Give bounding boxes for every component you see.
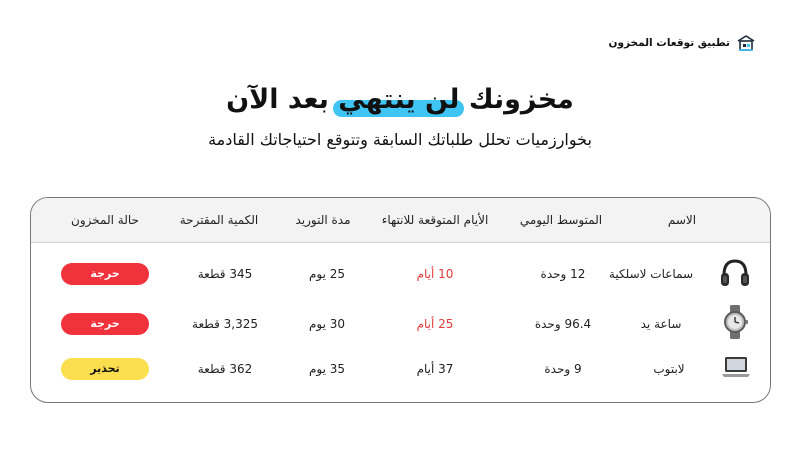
status-badge: تحذير bbox=[61, 358, 149, 380]
supply-period: 30 يوم bbox=[308, 317, 346, 331]
header-stock-status: حالة المخزون bbox=[71, 213, 139, 227]
hero-title bbox=[0, 80, 800, 120]
laptop-icon bbox=[721, 355, 751, 383]
brand-name: تطبيق توقعات المخزون bbox=[608, 37, 730, 49]
suggested-quantity: 3,325 قطعة bbox=[192, 317, 258, 331]
supply-period: 35 يوم bbox=[308, 362, 346, 376]
hero-title-end: بعد الآن bbox=[226, 84, 329, 115]
hero-title-highlight bbox=[338, 80, 459, 120]
daily-average: 9 وحدة bbox=[544, 362, 582, 376]
wristwatch-icon bbox=[720, 304, 750, 344]
headphones-icon bbox=[718, 255, 752, 293]
header-daily-avg: المتوسط اليومي bbox=[519, 213, 603, 227]
header-supply-period: مدة التوريد bbox=[295, 213, 351, 227]
hero-subtitle: بخوارزميات تحلل طلباتك السابقة وتتوقع احتياجاتك القادمة bbox=[208, 130, 592, 149]
status-badge: حرجة bbox=[61, 313, 149, 335]
suggested-quantity: 345 قطعة bbox=[197, 267, 253, 281]
inventory-table bbox=[30, 197, 771, 403]
table-row[interactable] bbox=[31, 344, 771, 394]
daily-average: 12 وحدة bbox=[540, 267, 586, 281]
brand bbox=[608, 34, 756, 52]
header-name: الاسم bbox=[667, 213, 697, 227]
product-name: سماعات لاسلكية bbox=[608, 267, 694, 281]
days-to-depletion: 10 أيام bbox=[416, 267, 454, 281]
supply-period: 25 يوم bbox=[308, 267, 346, 281]
daily-average: 96.4 وحدة bbox=[534, 317, 592, 331]
days-to-depletion: 37 أيام bbox=[416, 362, 454, 376]
header-suggested-qty: الكمية المقترحة bbox=[179, 213, 259, 227]
table-row[interactable] bbox=[31, 249, 771, 299]
status-badge: حرجة bbox=[61, 263, 149, 285]
days-to-depletion: 25 أيام bbox=[416, 317, 454, 331]
hero-title-highlight-text: لن ينتهي bbox=[338, 84, 460, 115]
table-row[interactable] bbox=[31, 299, 771, 349]
hero-title-start: مخزونك bbox=[468, 84, 574, 115]
header-days-to-depletion: الأيام المتوقعة للانتهاء bbox=[381, 213, 489, 227]
suggested-quantity: 362 قطعة bbox=[197, 362, 253, 376]
table-header bbox=[31, 198, 770, 243]
product-name: ساعة يد bbox=[640, 317, 682, 331]
inventory-warehouse-icon bbox=[736, 34, 756, 52]
product-name: لابتوب bbox=[653, 362, 685, 376]
